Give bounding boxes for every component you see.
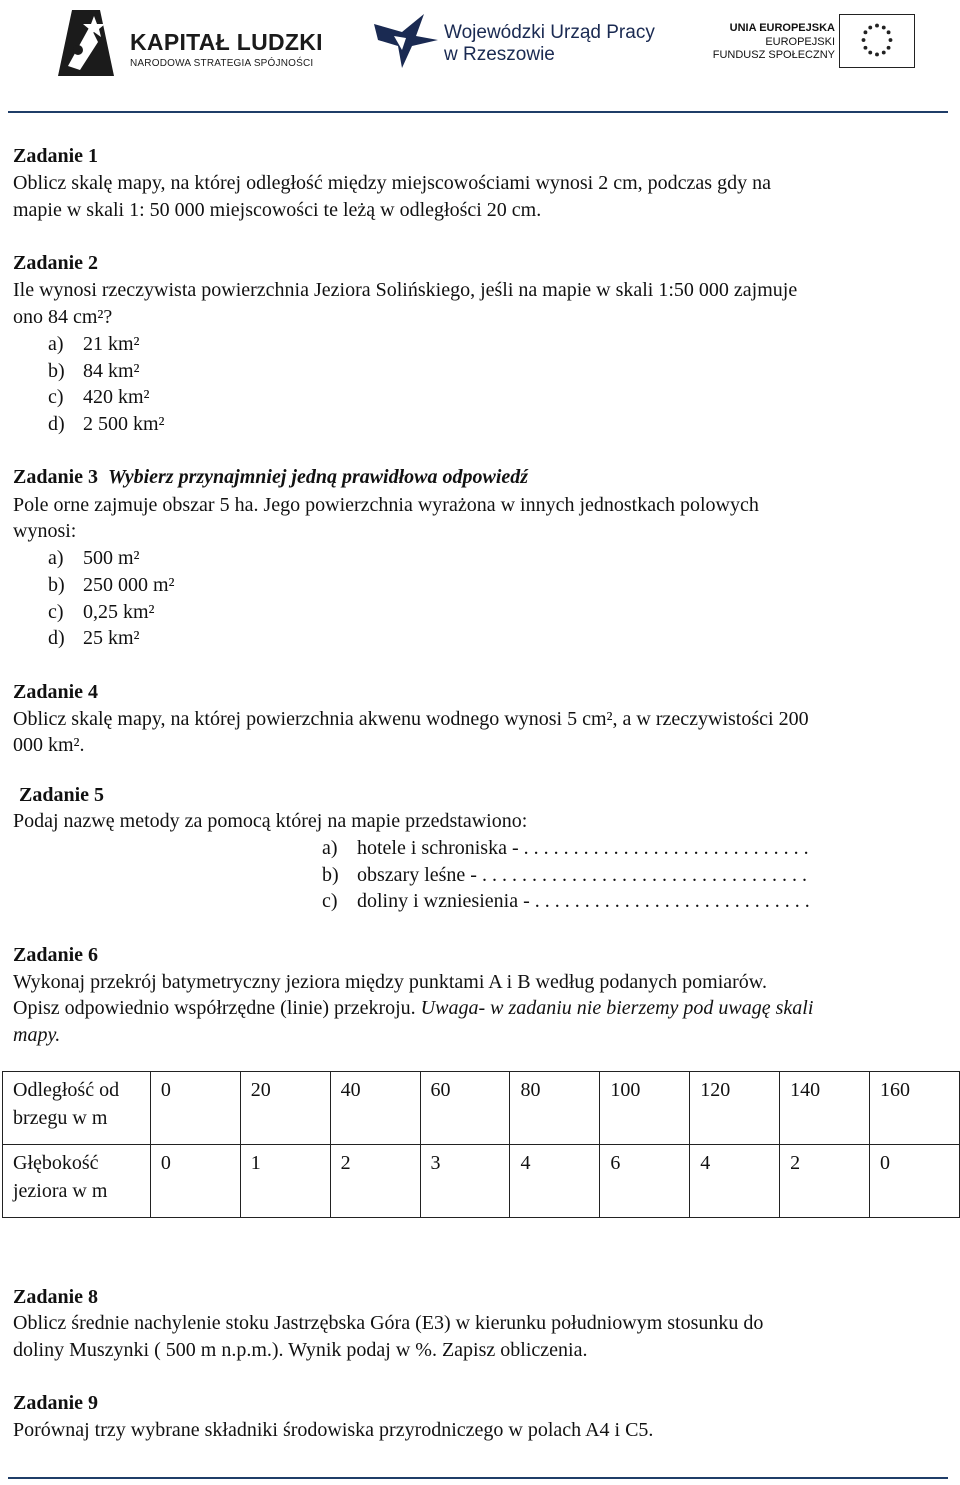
task8-title: Zadanie 8 [13,1286,99,1308]
task2-option [48,384,150,410]
table-cell: 0 [870,1145,960,1218]
task3-instruction: Wybierz przynajmniej jedną prawidłowa odpowiedź [108,466,529,488]
table-cell: 4 [690,1145,780,1218]
table-cell: 20 [240,1072,330,1145]
table-row-header [3,1145,151,1218]
wup-logo [372,10,655,74]
task3-option [48,572,175,598]
row-header-line1: Odległość od [13,1079,120,1101]
option-text: 21 km² [83,333,140,355]
table-cell: 1 [240,1145,330,1218]
task6-line2 [13,995,813,1021]
kapital-ludzki-title: KAPITAŁ LUDZKI [130,29,323,55]
row-header-line2: brzegu w m [13,1107,108,1129]
option-label: a) [48,547,64,569]
task5-option [322,862,807,888]
option-text: 84 km² [83,360,140,382]
table-row [3,1145,960,1218]
task3-heading [13,464,528,490]
task8-line1: Oblicz średnie nachylenie stoku Jastrzębska Góra (E3) w kierunku południowym stosunku do [13,1312,764,1334]
option-label: c) [48,386,64,408]
task2-title: Zadanie 2 [13,252,99,274]
table-cell: 0 [150,1145,240,1218]
eu-logo [712,14,915,69]
page-header [0,0,960,100]
task9-line1: Porównaj trzy wybrane składniki środowiska przyrodniczego w polach A4 i C5. [13,1419,654,1441]
task3-line1: Pole orne zajmuje obszar 5 ha. Jego powierzchnia wyrażona w innych jednostkach polowych [13,494,759,516]
task2-line1: Ile wynosi rzeczywista powierzchnia Jeziora Solińskiego, jeśli na mapie w skali 1:50 000 zajmuje [13,279,798,301]
table-cell: 6 [600,1145,690,1218]
task6-note: Uwaga- w zadaniu nie bierzemy pod uwagę skali [420,997,814,1019]
table-cell: 2 [330,1145,420,1218]
task2-option [48,331,140,357]
task2-line2: ono 84 cm²? [13,306,113,328]
task1-line1: Oblicz skalę mapy, na której odległość między miejscowościami wynosi 2 cm, podczas gdy na [13,172,771,194]
task2-option [48,411,165,437]
option-label: a) [322,837,338,859]
task8-line2: doliny Muszynki ( 500 m n.p.m.). Wynik podaj w %. Zapisz obliczenia. [13,1339,588,1361]
task6-line1: Wykonaj przekrój batymetryczny jeziora między punktami A i B według podanych pomiarów. [13,971,767,993]
task5-option [322,888,810,914]
option-label: b) [322,864,339,886]
option-label: d) [48,627,65,649]
option-text: 0,25 km² [83,601,155,623]
option-text: 25 km² [83,627,140,649]
header-divider [8,111,948,113]
table-row-header [3,1072,151,1145]
task1-line2: mapie w skali 1: 50 000 miejscowości te leżą w odległości 20 cm. [13,199,542,221]
kapital-ludzki-logo [50,6,330,78]
task3-line2: wynosi: [13,520,77,542]
table-cell: 2 [780,1145,870,1218]
task6-line2-text: Opisz odpowiednio współrzędne (linie) przekroju. [13,997,421,1019]
option-label: b) [48,574,65,596]
row-header-line2: jeziora w m [13,1180,108,1202]
option-text: 250 000 m² [83,574,175,596]
task4-title: Zadanie 4 [13,681,99,703]
task3-title: Zadanie 3 [13,466,99,488]
footer-divider [8,1477,948,1479]
table-cell: 40 [330,1072,420,1145]
task5-option [322,835,809,861]
task6-title: Zadanie 6 [13,944,99,966]
eu-line2: EUROPEJSKI [765,36,835,48]
eu-flag-icon [839,14,915,68]
measurements-table [2,1071,960,1218]
table-row [3,1072,960,1145]
wup-bird-icon [372,10,440,72]
kapital-ludzki-emblem-icon [50,6,120,78]
task3-option [48,625,140,651]
table-cell: 3 [420,1145,510,1218]
task3-option [48,545,140,571]
table-cell: 60 [420,1072,510,1145]
task3-option [48,599,155,625]
option-text: doliny i wzniesienia - . . . . . . . . . . . . . . . . . . . . . . . . . . . . [357,890,810,912]
option-label: d) [48,413,65,435]
task2-option [48,358,140,384]
task1-title: Zadanie 1 [13,145,99,167]
task4-line2: 000 km². [13,734,85,756]
option-text: obszary leśne - . . . . . . . . . . . . . . . . . . . . . . . . . . . . . . . . . [357,864,807,886]
option-label: b) [48,360,65,382]
table-cell: 160 [870,1072,960,1145]
eu-line1: UNIA EUROPEJSKA [729,22,835,34]
eu-line3: FUNDUSZ SPOŁECZNY [712,49,835,61]
task5-title: Zadanie 5 [19,784,105,806]
wup-line2: w Rzeszowie [444,44,555,65]
table-cell: 0 [150,1072,240,1145]
table-cell: 140 [780,1072,870,1145]
kapital-ludzki-subtitle: NARODOWA STRATEGIA SPÓJNOŚCI [130,58,314,69]
option-label: a) [48,333,64,355]
option-text: hotele i schroniska - . . . . . . . . . . . . . . . . . . . . . . . . . . . . . [357,837,809,859]
option-text: 420 km² [83,386,150,408]
task9-title: Zadanie 9 [13,1392,99,1414]
wup-line1: Wojewódzki Urząd Pracy [444,22,655,43]
option-text: 2 500 km² [83,413,165,435]
option-label: c) [322,890,338,912]
table-cell: 100 [600,1072,690,1145]
task6-note-end: mapy. [13,1024,61,1046]
option-text: 500 m² [83,547,140,569]
row-header-line1: Głębokość [13,1152,99,1174]
table-cell: 80 [510,1072,600,1145]
table-cell: 120 [690,1072,780,1145]
task4-line1: Oblicz skalę mapy, na której powierzchnia akwenu wodnego wynosi 5 cm², a w rzeczywistości 200 [13,708,809,730]
task5-line1: Podaj nazwę metody za pomocą której na mapie przedstawiono: [13,810,528,832]
table-cell: 4 [510,1145,600,1218]
option-label: c) [48,601,64,623]
